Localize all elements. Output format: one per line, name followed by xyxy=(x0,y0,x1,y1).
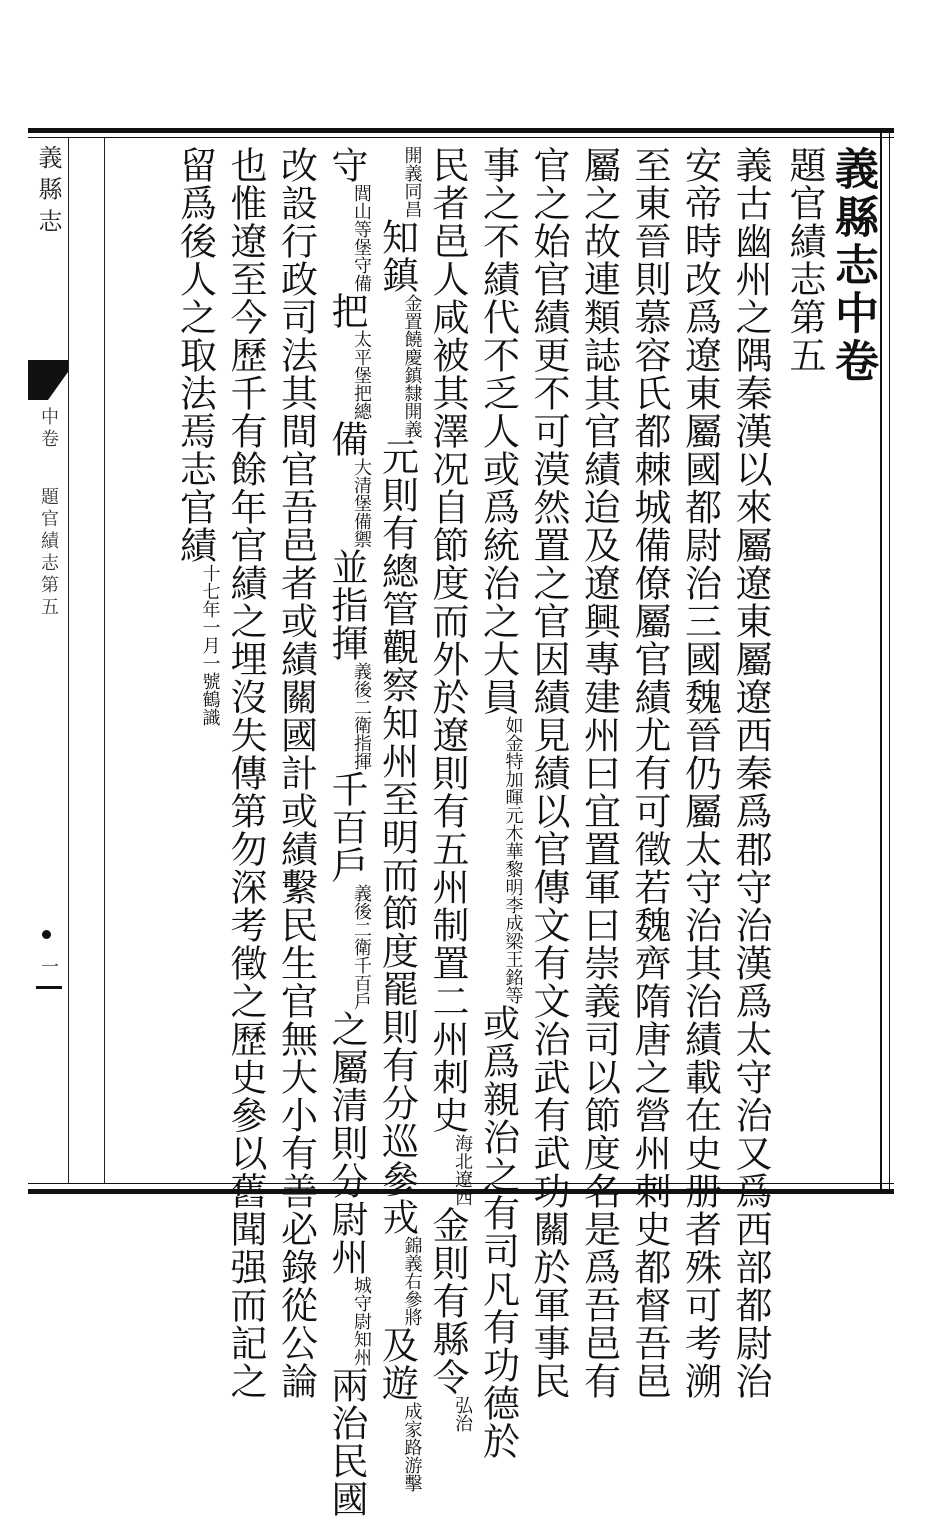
margin-section: 題官績志第五 xyxy=(38,487,59,619)
text-run: 至東晉則慕容氏都棘城備僚屬官績尤有可徵若魏齊隋唐之營州刺史都督吾邑 xyxy=(628,146,671,1400)
inline-note: 開義同昌 xyxy=(401,146,423,218)
inline-note: 金置饒慶鎮隸開義 xyxy=(401,294,423,438)
inline-note: 如金特加暉元木華黎明李成梁王銘等 xyxy=(502,716,524,1004)
inline-note: 十七年一月一號鶴識 xyxy=(199,564,221,726)
text-run: 安帝時改爲遼東屬國都尉治三國魏晉仍屬太守治其治績載在史册者殊可考溯 xyxy=(678,146,722,1400)
margin-dash xyxy=(36,986,62,989)
inline-note: 海北遼西 xyxy=(452,1134,473,1206)
text-run: 元則有總管觀察知州至明而節度罷則有分巡參戎 xyxy=(375,438,419,1236)
text-run: 官之始官績更不可漠然置之官因績見績以官傳文有文治武有武功關於軍事民 xyxy=(527,146,570,1400)
text-column xyxy=(421,146,473,1432)
text-run: 兩治民國 xyxy=(325,1366,368,1518)
text-column xyxy=(320,146,372,1518)
text-run: 或爲親治之有司凡有功德於 xyxy=(476,1004,520,1460)
text-run: 及遊 xyxy=(375,1326,419,1402)
inline-note: 閭山等堡守備 xyxy=(351,184,372,292)
text-column xyxy=(522,146,574,1400)
text-column xyxy=(169,146,221,1176)
fore-edge-margin xyxy=(28,137,68,1183)
text-run: 之屬清則分尉州 xyxy=(325,1010,368,1276)
inline-note: 成家路游擊 xyxy=(401,1402,423,1492)
text-column xyxy=(270,146,322,1400)
margin-juan: 中卷 xyxy=(38,407,59,451)
inline-note: 大清堡備禦 xyxy=(351,458,372,548)
text-run: 千百戶 xyxy=(325,770,368,884)
text-run: 民者邑人咸被其澤况自節度而外於遼則有五州制置二州刺史 xyxy=(426,146,469,1134)
text-column xyxy=(371,146,423,1492)
text-column xyxy=(623,146,675,1400)
text-column xyxy=(573,146,625,1400)
margin-book-title: 義 縣 志 xyxy=(34,145,62,233)
margin-page-number: 一 xyxy=(38,957,59,979)
inline-note: 錦義右參將 xyxy=(401,1236,423,1326)
margin-dot xyxy=(42,930,51,939)
text-run: 知鎮 xyxy=(375,218,419,294)
column-rule xyxy=(68,137,69,1183)
text-run: 改設行政司法其間官吾邑者或績關國計或績繫民生官無大小有善必錄從公論 xyxy=(274,146,318,1400)
frame-top-thin-rule xyxy=(28,137,894,138)
document-title: 義縣志中卷 xyxy=(827,146,878,386)
text-run: 並指揮 xyxy=(325,548,368,662)
text-column xyxy=(472,146,524,1460)
inline-note: 義後二衛千百戶 xyxy=(351,884,372,1010)
text-column xyxy=(724,146,776,1400)
text-run: 把 xyxy=(325,292,368,330)
text-column xyxy=(219,146,271,1400)
inline-note: 義後二衛指揮 xyxy=(351,662,372,770)
text-run: 備 xyxy=(325,420,368,458)
text-run: 留爲後人之取法焉志官績 xyxy=(173,146,217,564)
text-run: 事之不績代不乏人或爲統治之大員 xyxy=(476,146,520,716)
inline-note: 太平堡把總 xyxy=(351,330,372,420)
inline-note: 弘治 xyxy=(452,1396,473,1432)
text-run: 守 xyxy=(325,146,368,184)
column-rule xyxy=(104,137,105,1183)
frame-right-outer-rule xyxy=(889,128,890,1194)
text-column xyxy=(674,146,726,1400)
document-subtitle: 題官績志第五 xyxy=(783,146,826,374)
text-run: 也惟遼至今歷千有餘年官績之埋沒失傳第勿深考徵之歷史參以舊聞强而記之 xyxy=(224,146,267,1400)
text-run: 金則有縣令 xyxy=(426,1206,469,1396)
text-run: 屬之故連類誌其官績迨及遼興專建州曰宜置軍曰崇義司以節度名是爲吾邑有 xyxy=(577,146,621,1400)
frame-top-rule xyxy=(28,128,894,133)
frame-right-rule xyxy=(880,128,882,1194)
inline-note: 城守尉知州 xyxy=(351,1276,372,1366)
text-run: 義古幽州之隅秦漢以來屬遼東屬遼西秦爲郡守治漢爲太守治又爲西部都尉治 xyxy=(729,146,772,1400)
